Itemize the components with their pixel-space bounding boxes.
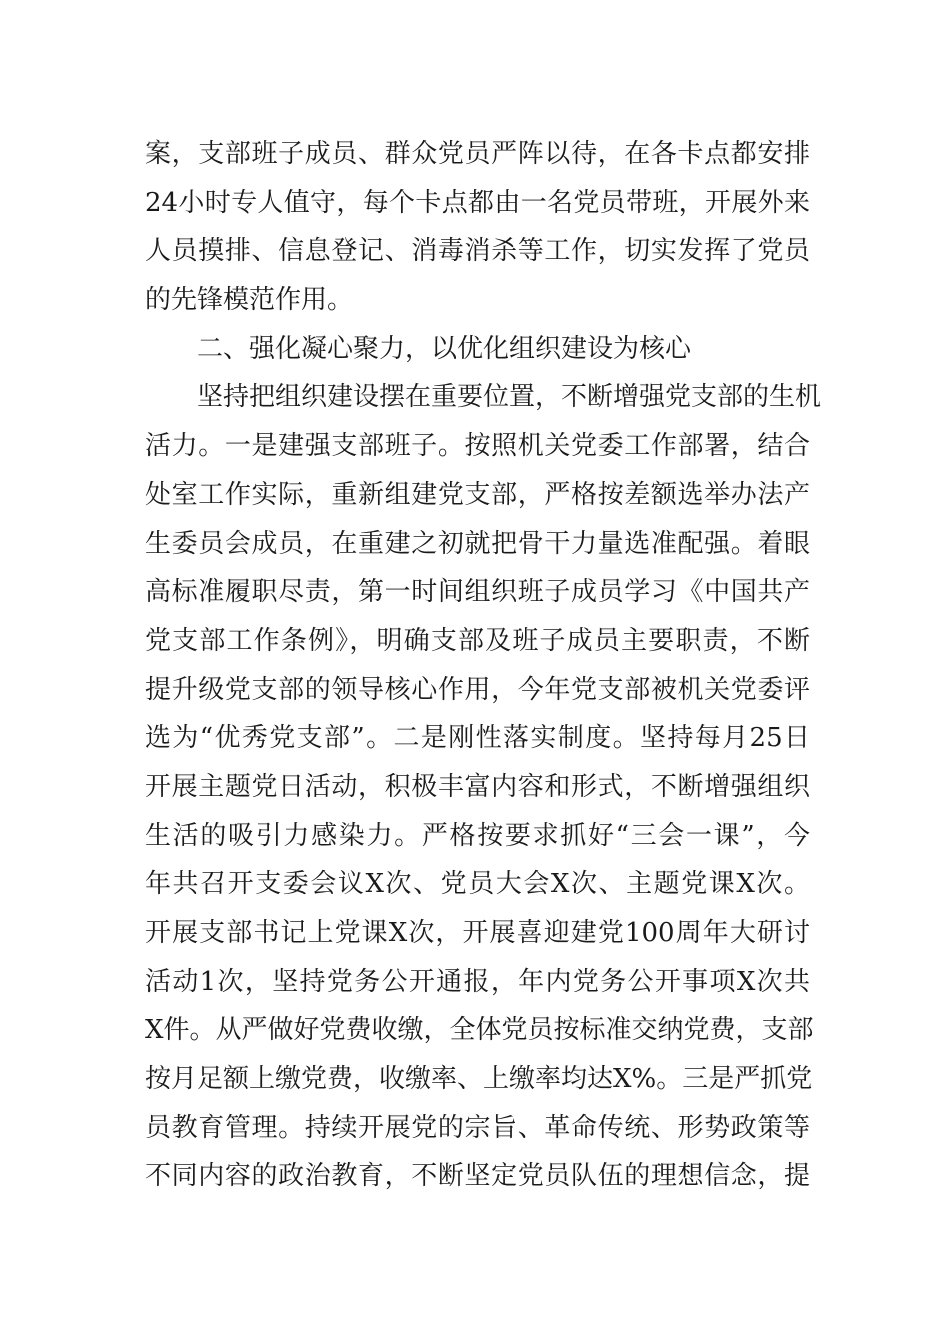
text-line: 开展支部书记上党课X次，开展喜迎建党100周年大研讨	[145, 918, 810, 948]
text-line: 按月足额上缴党费，收缴率、上缴率均达X%。三是严抓党	[145, 1064, 813, 1095]
text-line: 开展主题党日活动，积极丰富内容和形式，不断增强组织	[145, 771, 810, 802]
text-line: 员教育管理。持续开展党的宗旨、革命传统、形势政策等	[145, 1112, 810, 1143]
text-line: 24小时专人值守，每个卡点都由一名党员带班，开展外来	[145, 187, 810, 218]
text-line: 不同内容的政治教育，不断坚定党员队伍的理想信念，提	[145, 1161, 810, 1192]
text-line: 活力。一是建强支部班子。按照机关党委工作部署，结合	[145, 431, 810, 462]
text-line: 党支部工作条例》，明确支部及班子成员主要职责，不断	[145, 625, 810, 656]
text-line: 高标准履职尽责，第一时间组织班子成员学习《中国共产	[145, 577, 810, 608]
text-line: 处室工作实际，重新组建党支部，严格按差额选举办法产	[145, 479, 810, 510]
text-line: 人员摸排、信息登记、消毒消杀等工作，切实发挥了党员	[145, 236, 810, 267]
text-line: 活动1次，坚持党务公开通报，年内党务公开事项X次共	[145, 966, 810, 997]
text-line: 选为“优秀党支部”。二是刚性落实制度。坚持每月25日	[145, 723, 810, 754]
text-line: 坚持把组织建设摆在重要位置，不断增强党支部的生机	[197, 382, 822, 413]
text-line: 的先锋模范作用。	[145, 285, 354, 316]
text-line: X件。从严做好党费收缴，全体党员按标准交纳党费，支部	[145, 1015, 814, 1046]
text-line: 年共召开支委会议X次、党员大会X次、主题党课X次。	[145, 869, 810, 900]
text-line: 生委员会成员，在重建之初就把骨干力量选准配强。着眼	[145, 528, 810, 559]
text-line: 提升级党支部的领导核心作用，今年党支部被机关党委评	[145, 674, 810, 705]
text-line: 案，支部班子成员、群众党员严阵以待，在各卡点都安排	[145, 139, 810, 169]
body-text	[145, 130, 822, 1201]
text-line: 生活的吸引力感染力。严格按要求抓好“三会一课”，今	[145, 820, 810, 851]
section-heading: 二、强化凝心聚力，以优化组织建设为核心	[197, 333, 692, 364]
